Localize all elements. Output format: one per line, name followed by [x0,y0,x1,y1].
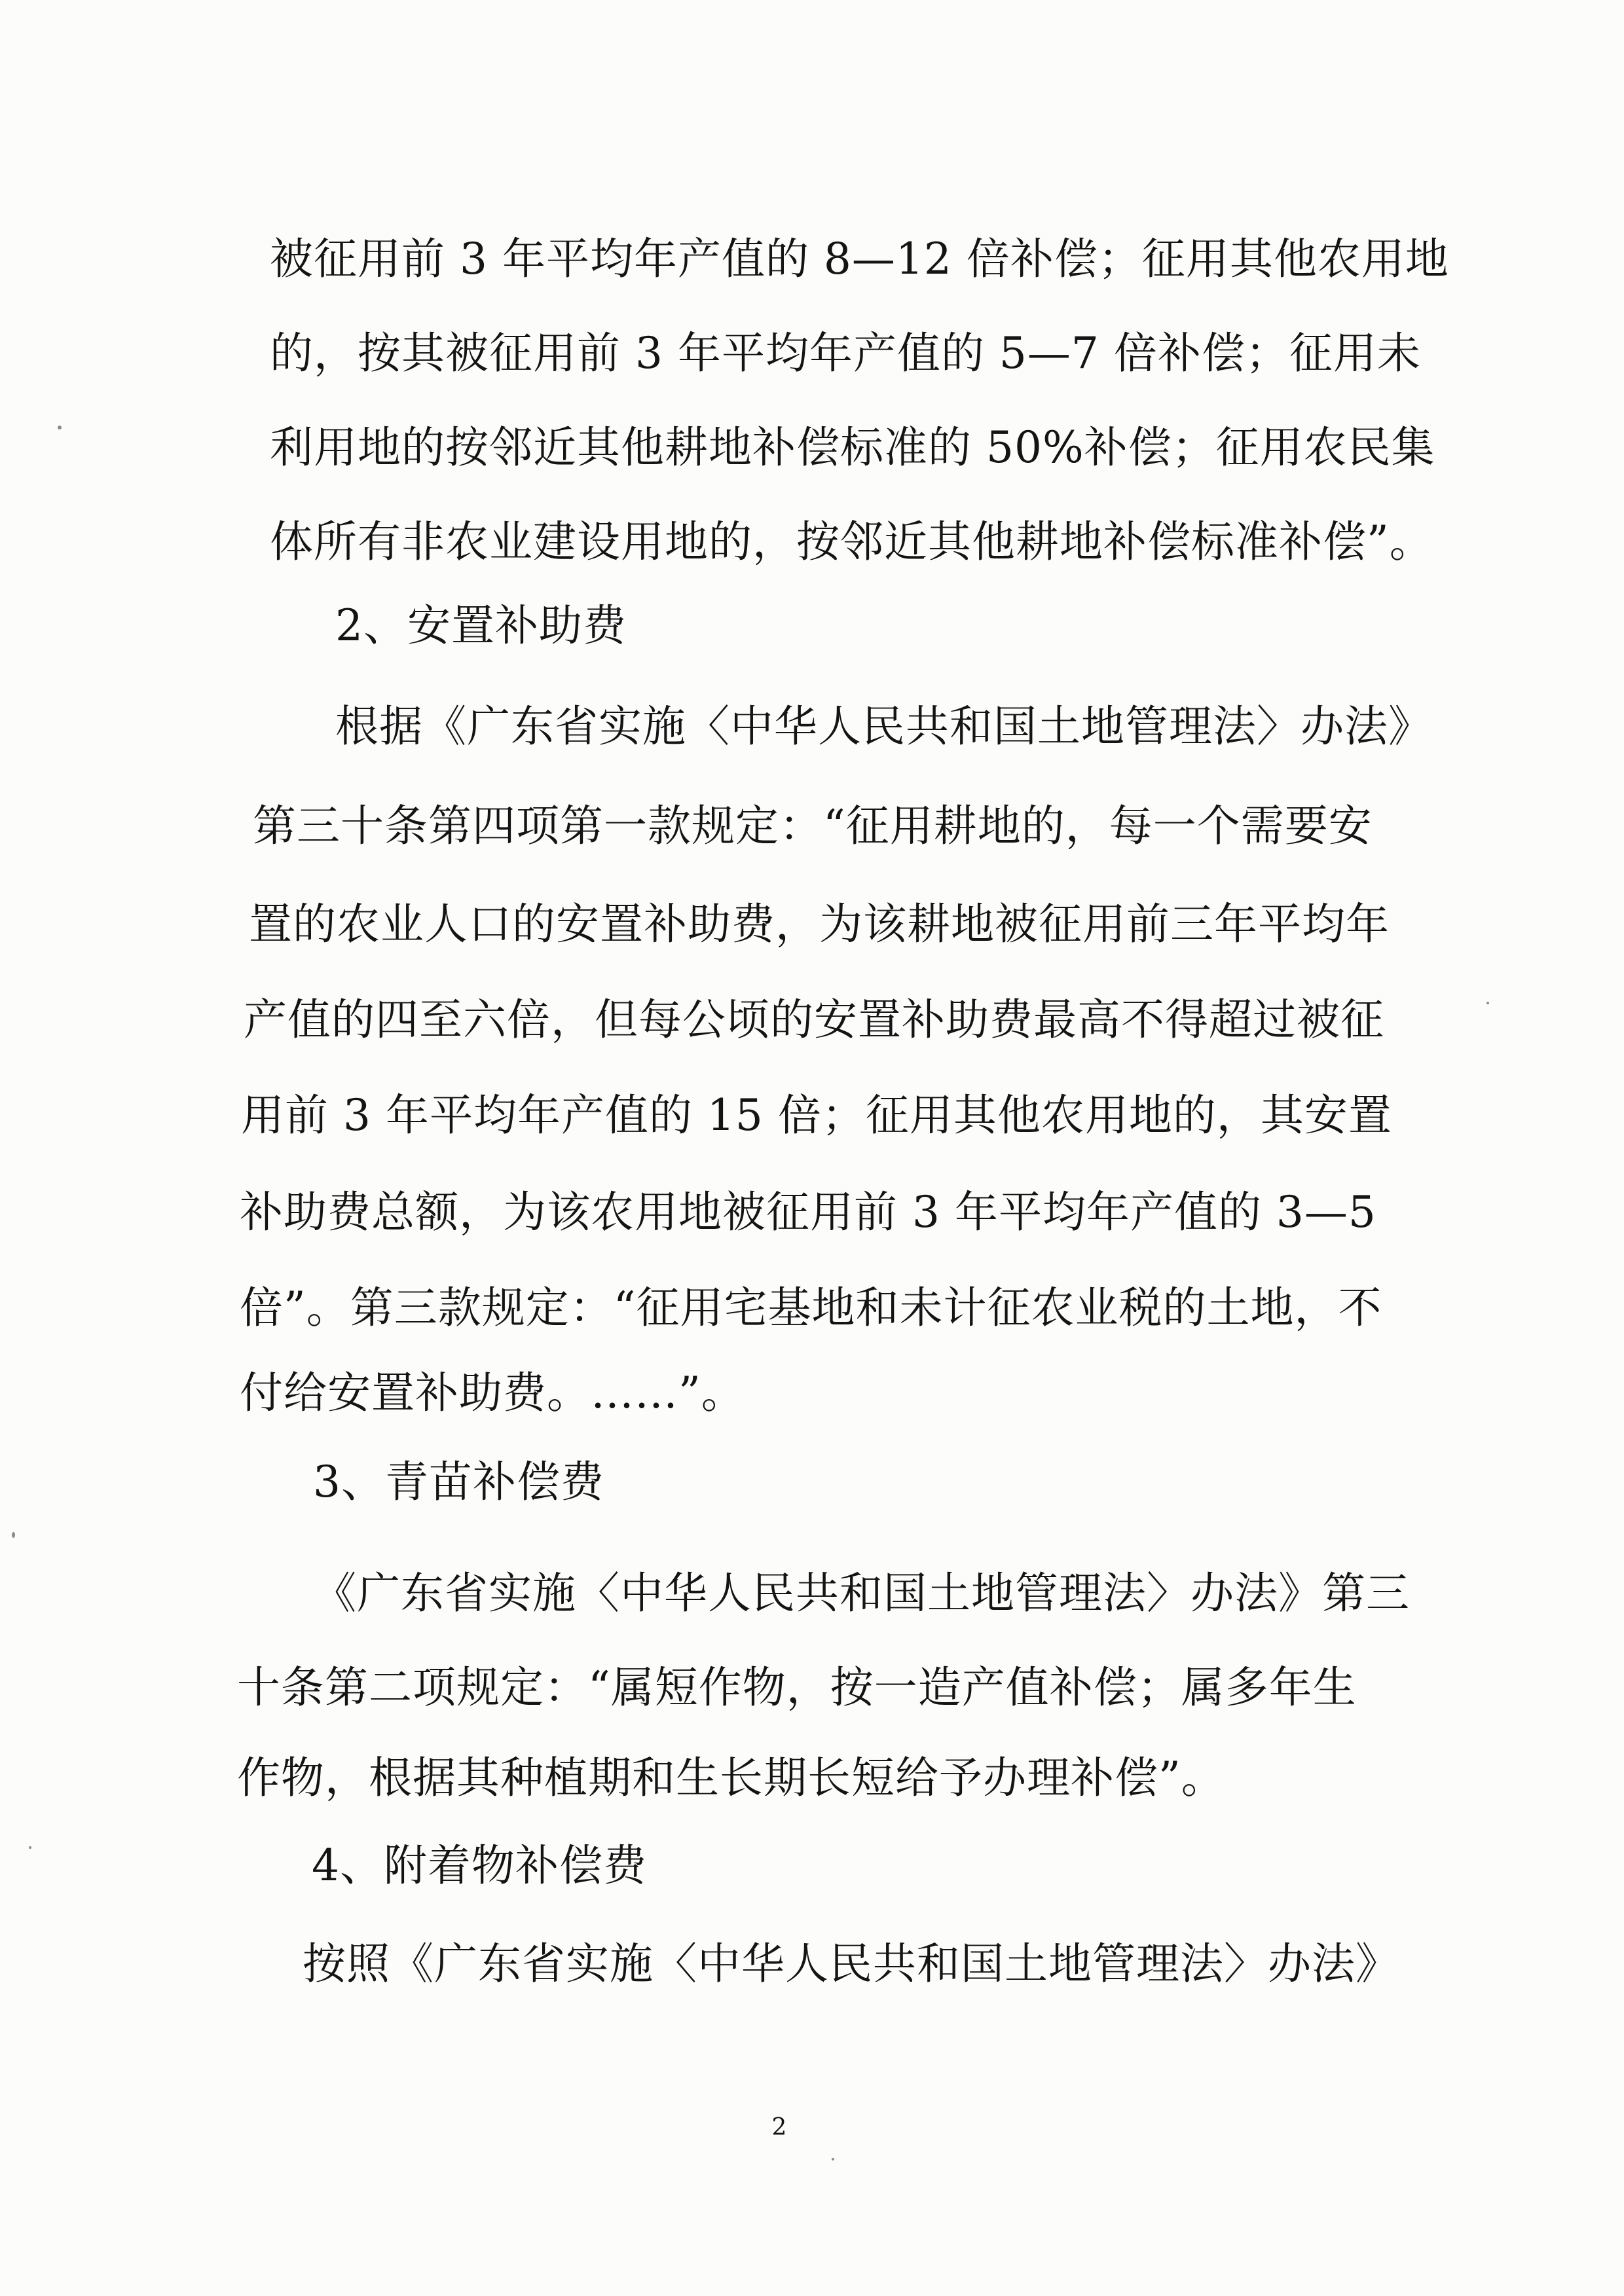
body-line-13: 付给安置补助费。……”。 [240,1368,745,1418]
body-line-6: 根据《广东省实施〈中华人民共和国土地管理法〉办法》 [335,701,1432,752]
scan-speck [1486,1002,1489,1004]
scan-speck [29,1846,31,1849]
body-line-3: 利用地的按邻近其他耕地补偿标准的 50%补偿；征用农民集 [270,422,1435,473]
section-heading-2: 2、安置补助费 [335,600,627,651]
scan-speck [58,426,62,429]
body-line-7: 第三十条第四项第一款规定：“征用耕地的，每一个需要安 [253,801,1373,851]
body-line-9: 产值的四至六倍，但每公顷的安置补助费最高不得超过被征 [244,994,1384,1045]
section-heading-3: 3、青苗补偿费 [313,1457,604,1507]
body-line-19: 按照《广东省实施〈中华人民共和国土地管理法〉办法》 [303,1939,1399,1989]
body-line-2: 的，按其被征用前 3 年平均年产值的 5—7 倍补偿；征用未 [270,328,1421,378]
body-line-4: 体所有非农业建设用地的，按邻近其他耕地补偿标准补偿”。 [270,517,1433,567]
body-line-8: 置的农业人口的安置补助费，为该耕地被征用前三年平均年 [249,899,1390,949]
scan-speck [832,2158,834,2160]
body-line-11: 补助费总额，为该农用地被征用前 3 年平均年产值的 3—5 [240,1187,1376,1237]
body-line-12: 倍”。第三款规定：“征用宅基地和未计征农业税的土地，不 [240,1283,1382,1333]
body-line-15: 《广东省实施〈中华人民共和国土地管理法〉办法》第三 [313,1568,1410,1618]
section-heading-4: 4、附着物补偿费 [312,1840,647,1891]
body-line-1: 被征用前 3 年平均年产值的 8—12 倍补偿；征用其他农用地 [270,234,1449,284]
page-number: 2 [771,2114,787,2141]
body-line-17: 作物，根据其种植期和生长期长短给予办理补偿”。 [237,1753,1225,1803]
body-line-10: 用前 3 年平均年产值的 15 倍；征用其他农用地的，其安置 [241,1090,1392,1140]
body-line-16: 十条第二项规定：“属短作物，按一造产值补偿；属多年生 [237,1662,1357,1713]
scan-speck [12,1532,15,1538]
